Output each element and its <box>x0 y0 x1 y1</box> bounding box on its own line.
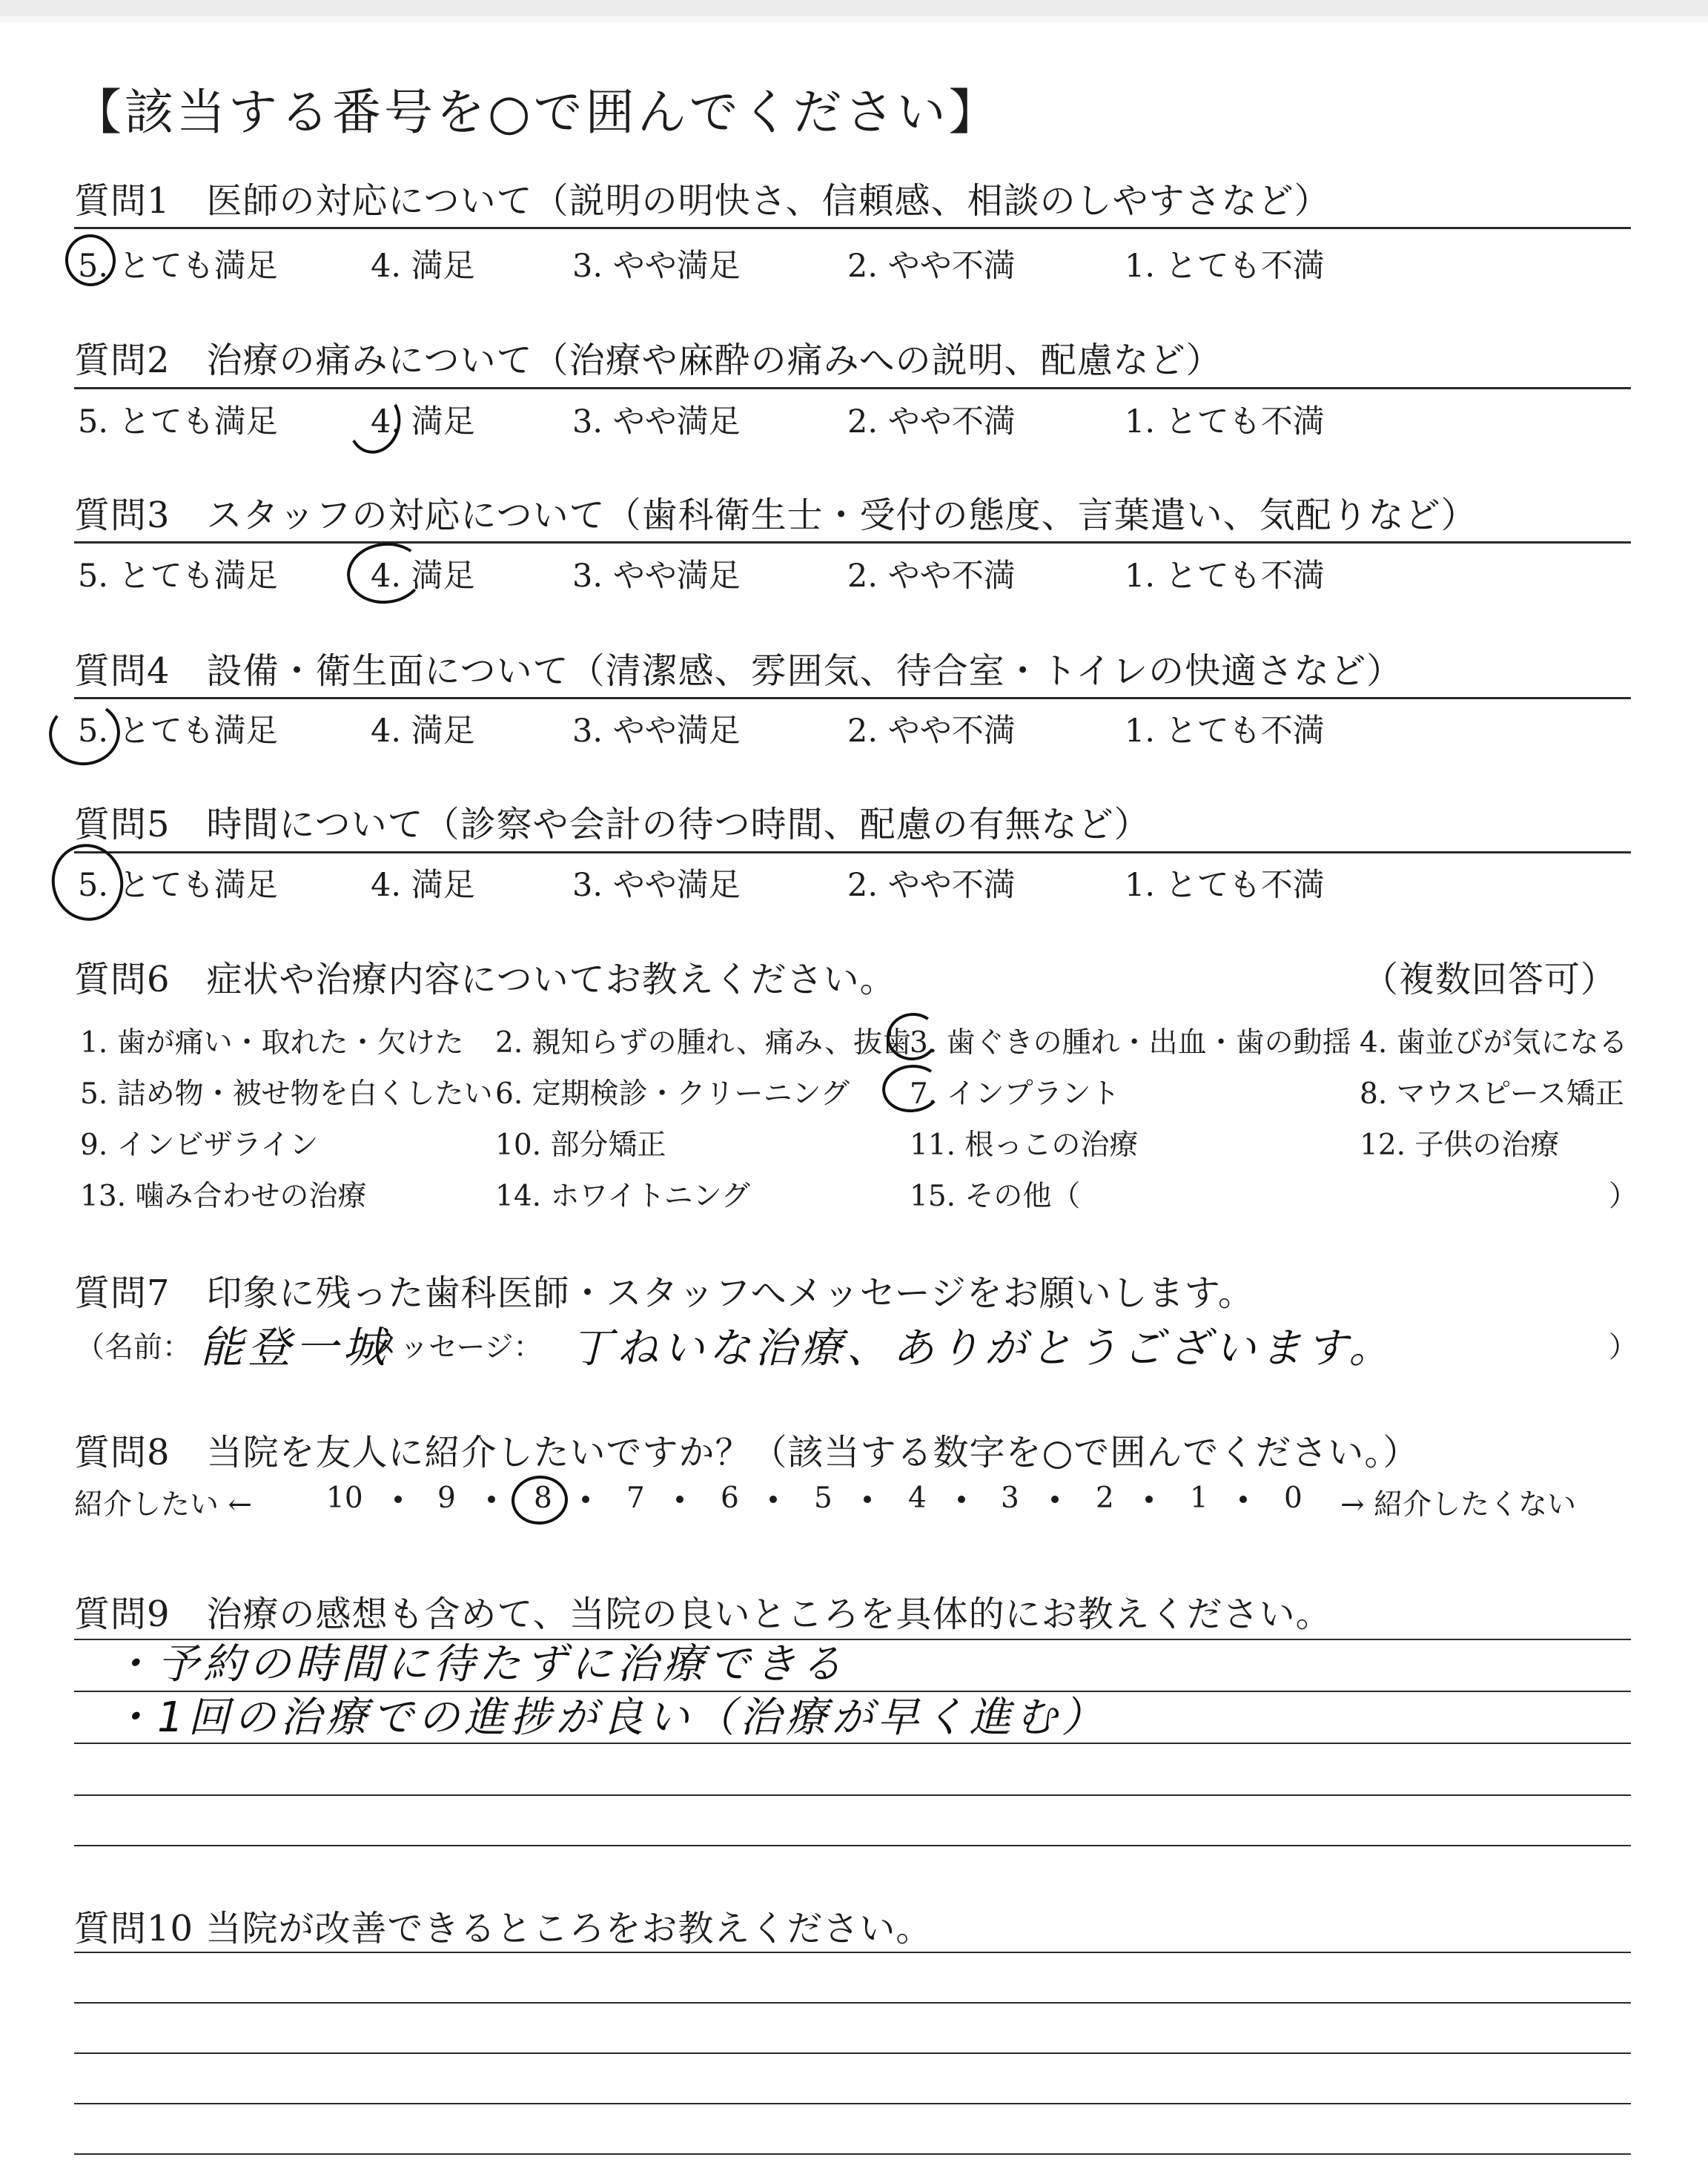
q4-option-2[interactable]: 2. やや不満 <box>847 713 1016 750</box>
q6-option-1[interactable]: 1. 歯が痛い・取れた・欠けた <box>80 1026 464 1060</box>
q7-close-paren: ） <box>1609 1331 1638 1364</box>
q8-scale-0[interactable]: 0 <box>1284 1482 1302 1515</box>
q6-option-5[interactable]: 5. 詰め物・被せ物を白くしたい <box>80 1077 493 1111</box>
q10-line-3 <box>74 2052 1631 2054</box>
q1-option-4[interactable]: 4. 満足 <box>371 248 475 285</box>
q9-answer-1: ・予約の時間に待たずに治療できる <box>111 1640 847 1688</box>
q8-scale-8[interactable]: 8 <box>534 1482 552 1515</box>
q6-option-7[interactable]: 7. インプラント <box>910 1077 1120 1111</box>
q8-scale-10[interactable]: 10 <box>326 1482 363 1515</box>
q8-scale-3[interactable]: 3 <box>1001 1482 1019 1515</box>
q9-answer-2: ・1回の治療での進捗が良い（治療が早く進む） <box>111 1694 1108 1742</box>
q6-option-11[interactable]: 11. 根っこの治療 <box>910 1129 1139 1162</box>
q2-option-4[interactable]: 4. 満足 <box>371 403 475 440</box>
q7-name-handwritten: 能登一城 <box>200 1322 391 1373</box>
q8-scale-2[interactable]: 2 <box>1096 1482 1114 1515</box>
q1-title: 質問1 医師の対応について（説明の明快さ、信頼感、相談のしやすさなど） <box>74 180 1331 222</box>
q10-line-2 <box>74 2002 1631 2004</box>
q5-option-4[interactable]: 4. 満足 <box>371 867 475 904</box>
q8-scale-9[interactable]: 9 <box>437 1482 456 1515</box>
q8-scale-4[interactable]: 4 <box>908 1482 927 1515</box>
q6-option-9[interactable]: 9. インビザライン <box>80 1129 319 1162</box>
q6-option-15[interactable]: 15. その他（ <box>910 1180 1081 1213</box>
q6-title: 質問6 症状や治療内容についてお教えください。 <box>74 959 896 1000</box>
q6-note: （複数回答可） <box>1363 959 1618 1000</box>
q4-option-4[interactable]: 4. 満足 <box>371 713 475 750</box>
q4-title: 質問4 設備・衛生面について（清潔感、雰囲気、待合室・トイレの快適さなど） <box>74 650 1403 692</box>
q2-option-5[interactable]: 5. とても満足 <box>78 403 278 440</box>
q6-option-14[interactable]: 14. ホワイトニング <box>495 1180 750 1213</box>
q5-option-3[interactable]: 3. やや満足 <box>572 867 741 904</box>
q7-title: 質問7 印象に残った歯科医師・スタッフへメッセージをお願いします。 <box>74 1272 1254 1314</box>
q1-option-3[interactable]: 3. やや満足 <box>572 248 741 285</box>
q6-option-4[interactable]: 4. 歯並びが気になる <box>1360 1026 1628 1060</box>
q3-option-5[interactable]: 5. とても満足 <box>78 558 278 595</box>
q6-option-15-close: ） <box>1609 1180 1638 1213</box>
q6-option-12[interactable]: 12. 子供の治療 <box>1360 1129 1560 1162</box>
q7-name-label: （名前： <box>76 1331 192 1364</box>
q8-scale-7[interactable]: 7 <box>626 1482 645 1515</box>
q8-scale-5[interactable]: 5 <box>814 1482 833 1515</box>
q2-option-3[interactable]: 3. やや満足 <box>572 403 741 440</box>
q10-line-4 <box>74 2103 1631 2104</box>
q8-left-label: 紹介したい ← <box>74 1488 253 1522</box>
q9-line-4 <box>74 1794 1631 1796</box>
q9-line-5 <box>74 1845 1631 1846</box>
q6-option-13[interactable]: 13. 噛み合わせの治療 <box>80 1180 367 1213</box>
q6-option-3[interactable]: 3. 歯ぐきの腫れ・出血・歯の動揺 <box>910 1026 1351 1060</box>
q4-option-1[interactable]: 1. とても不満 <box>1125 713 1325 750</box>
q7-message-handwritten: 丁ねいな治療、ありがとうございます。 <box>571 1324 1395 1373</box>
q6-option-8[interactable]: 8. マウスピース矯正 <box>1360 1077 1624 1111</box>
q8-scale-6[interactable]: 6 <box>721 1482 739 1515</box>
q2-option-1[interactable]: 1. とても不満 <box>1125 403 1325 440</box>
q2-title: 質問2 治療の痛みについて（治療や麻酔の痛みへの説明、配慮など） <box>74 340 1222 381</box>
q5-option-1[interactable]: 1. とても不満 <box>1125 867 1325 904</box>
q8-title: 質問8 当院を友人に紹介したいですか？（該当する数字を○で囲んでください。） <box>74 1432 1420 1473</box>
q3-option-4[interactable]: 4. 満足 <box>371 558 475 595</box>
q5-title: 質問5 時間について（診察や会計の待つ時間、配慮の有無など） <box>74 804 1151 845</box>
q4-option-3[interactable]: 3. やや満足 <box>572 713 741 750</box>
q9-title: 質問9 治療の感想も含めて、当院の良いところを具体的にお教えください。 <box>74 1593 1332 1635</box>
q1-option-5[interactable]: 5. とても満足 <box>78 248 278 285</box>
q6-option-2[interactable]: 2. 親知らずの腫れ、痛み、抜歯 <box>495 1026 912 1060</box>
form-header: 【該当する番号を○で囲んでください】 <box>73 84 1001 141</box>
q1-option-2[interactable]: 2. やや不満 <box>847 248 1016 285</box>
q6-option-6[interactable]: 6. 定期検診・クリーニング <box>495 1077 850 1111</box>
q7-message-label: メッセージ： <box>371 1331 543 1364</box>
q10-title: 質問10 当院が改善できるところをお教えください。 <box>74 1908 933 1949</box>
q10-line-1 <box>74 1952 1631 1953</box>
q3-option-1[interactable]: 1. とても不満 <box>1125 558 1325 595</box>
q5-option-5[interactable]: 5. とても満足 <box>78 867 278 904</box>
q8-right-label: → 紹介したくない <box>1340 1488 1577 1522</box>
q8-scale-1[interactable]: 1 <box>1190 1482 1208 1515</box>
q3-option-2[interactable]: 2. やや不満 <box>847 558 1016 595</box>
q10-line-5 <box>74 2153 1631 2155</box>
q6-option-10[interactable]: 10. 部分矯正 <box>495 1129 666 1162</box>
q3-option-3[interactable]: 3. やや満足 <box>572 558 741 595</box>
q4-option-5[interactable]: 5. とても満足 <box>78 713 278 750</box>
q1-option-1[interactable]: 1. とても不満 <box>1125 248 1325 285</box>
q2-option-2[interactable]: 2. やや不満 <box>847 403 1016 440</box>
q5-option-2[interactable]: 2. やや不満 <box>847 867 1016 904</box>
q3-title: 質問3 スタッフの対応について（歯科衛生士・受付の態度、言葉遣い、気配りなど） <box>74 495 1477 536</box>
